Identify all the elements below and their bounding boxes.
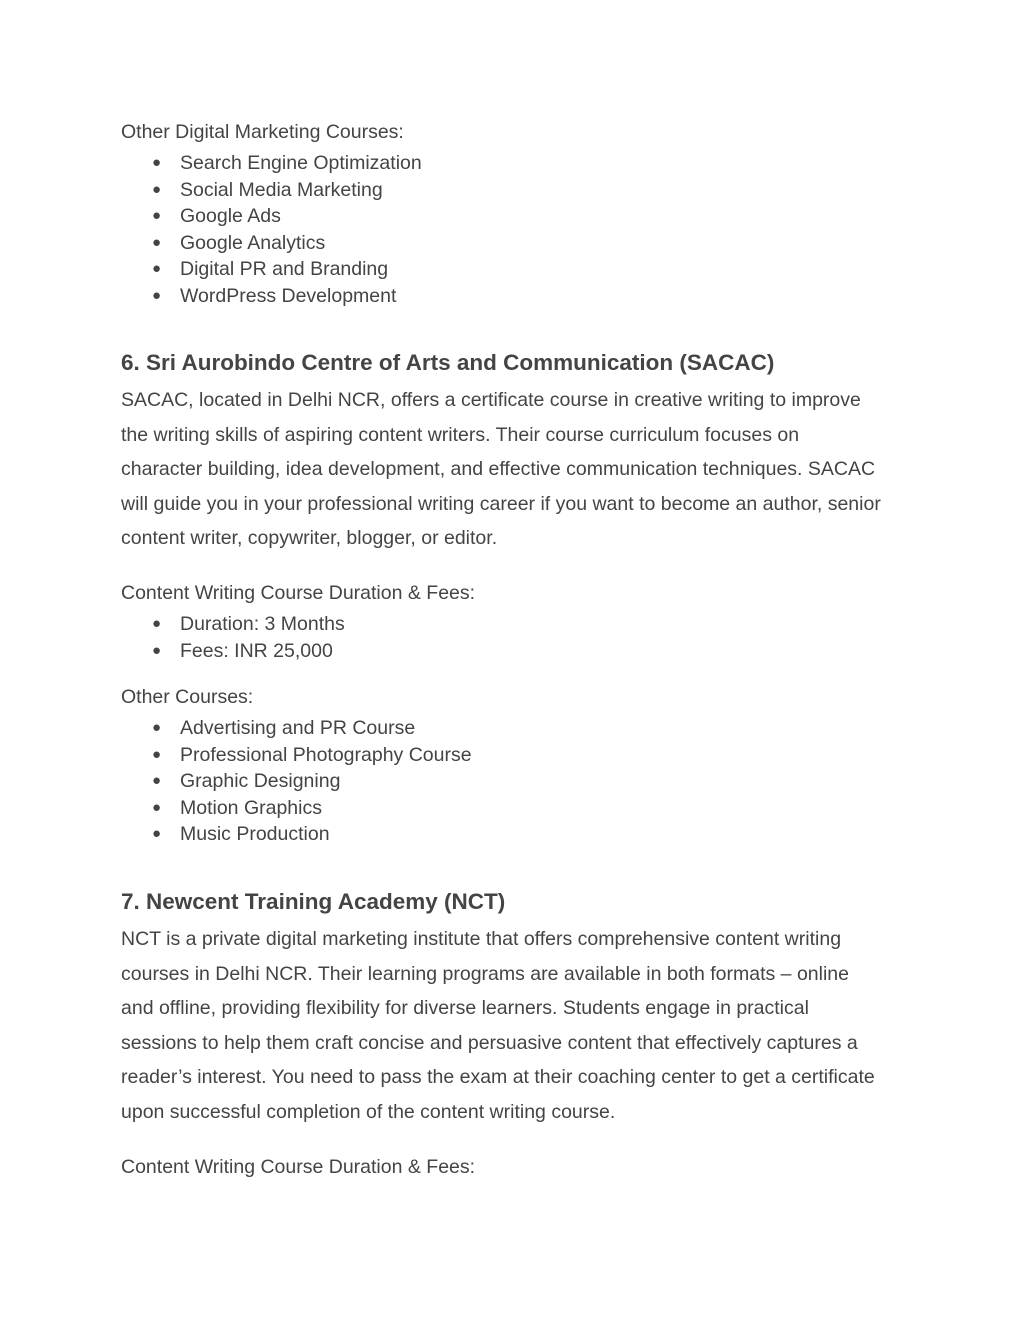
digital-marketing-course-list: [121, 150, 422, 309]
bullet-icon: ●: [152, 180, 162, 198]
list-item: ● Music Production: [121, 821, 472, 848]
list-item: ● Fees: INR 25,000: [121, 638, 345, 665]
nct-heading: 7. Newcent Training Academy (NCT): [121, 889, 506, 914]
sacac-other-courses-list: [121, 715, 472, 848]
other-digital-marketing-label: Other Digital Marketing Courses:: [121, 121, 404, 143]
bullet-icon: ●: [152, 260, 162, 277]
nct-duration-label: Content Writing Course Duration & Fees:: [121, 1156, 476, 1178]
list-item: ● Google Ads: [121, 203, 422, 230]
list-item: ● Motion Graphics: [121, 795, 472, 822]
sacac-duration-label: Content Writing Course Duration & Fees:: [121, 582, 476, 604]
bullet-icon: ●: [152, 825, 162, 842]
paragraph-line: reader’s interest. You need to pass the exam at their coaching center to get a certificate: [121, 1066, 875, 1089]
paragraph-line: and offline, providing flexibility for diverse learners. Students engage in practical: [121, 997, 809, 1020]
bullet-icon: ●: [152, 745, 162, 763]
paragraph-line: SACAC, located in Delhi NCR, offers a certificate course in creative writing to improve: [121, 389, 861, 411]
list-item: ● Digital PR and Branding: [121, 256, 422, 283]
list-item: ● Professional Photography Course: [121, 742, 472, 769]
list-item: ● WordPress Development: [121, 283, 422, 310]
bullet-icon: ●: [152, 772, 162, 789]
sacac-duration-list: [121, 611, 345, 664]
paragraph-line: sessions to help them craft concise and persuasive content that effectively captures a: [121, 1031, 858, 1054]
bullet-icon: ●: [152, 641, 162, 659]
paragraph-line: will guide you in your professional writing career if you want to become an author, senior: [121, 492, 881, 515]
paragraph-line: character building, idea development, and effective communication techniques. SACAC: [121, 458, 876, 481]
bullet-icon: ●: [152, 615, 162, 632]
bullet-icon: ●: [152, 154, 162, 171]
list-item: ● Social Media Marketing: [121, 177, 422, 204]
paragraph-line: NCT is a private digital marketing institute that offers comprehensive content writing: [121, 928, 842, 950]
bullet-icon: ●: [152, 233, 162, 251]
bullet-icon: ●: [152, 798, 162, 816]
list-item: ● Advertising and PR Course: [121, 715, 472, 742]
list-item: ● Graphic Designing: [121, 768, 472, 795]
list-item: ● Duration: 3 Months: [121, 611, 345, 638]
list-item: ● Search Engine Optimization: [121, 150, 422, 177]
bullet-icon: ●: [152, 207, 162, 224]
paragraph-line: upon successful completion of the content writing course.: [121, 1100, 616, 1123]
bullet-icon: ●: [152, 286, 162, 304]
paragraph-line: courses in Delhi NCR. Their learning programs are available in both formats – online: [121, 962, 849, 985]
sacac-heading: 6. Sri Aurobindo Centre of Arts and Communication (SACAC): [121, 350, 775, 375]
nct-paragraph: [121, 922, 875, 1130]
list-item: ● Google Analytics: [121, 230, 422, 257]
sacac-other-courses-label: Other Courses:: [121, 686, 254, 708]
paragraph-line: the writing skills of aspiring content writers. Their course curriculum focuses on: [121, 423, 800, 446]
bullet-icon: ●: [152, 719, 162, 736]
paragraph-line: content writer, copywriter, blogger, or editor.: [121, 527, 498, 550]
sacac-paragraph: [121, 383, 881, 556]
